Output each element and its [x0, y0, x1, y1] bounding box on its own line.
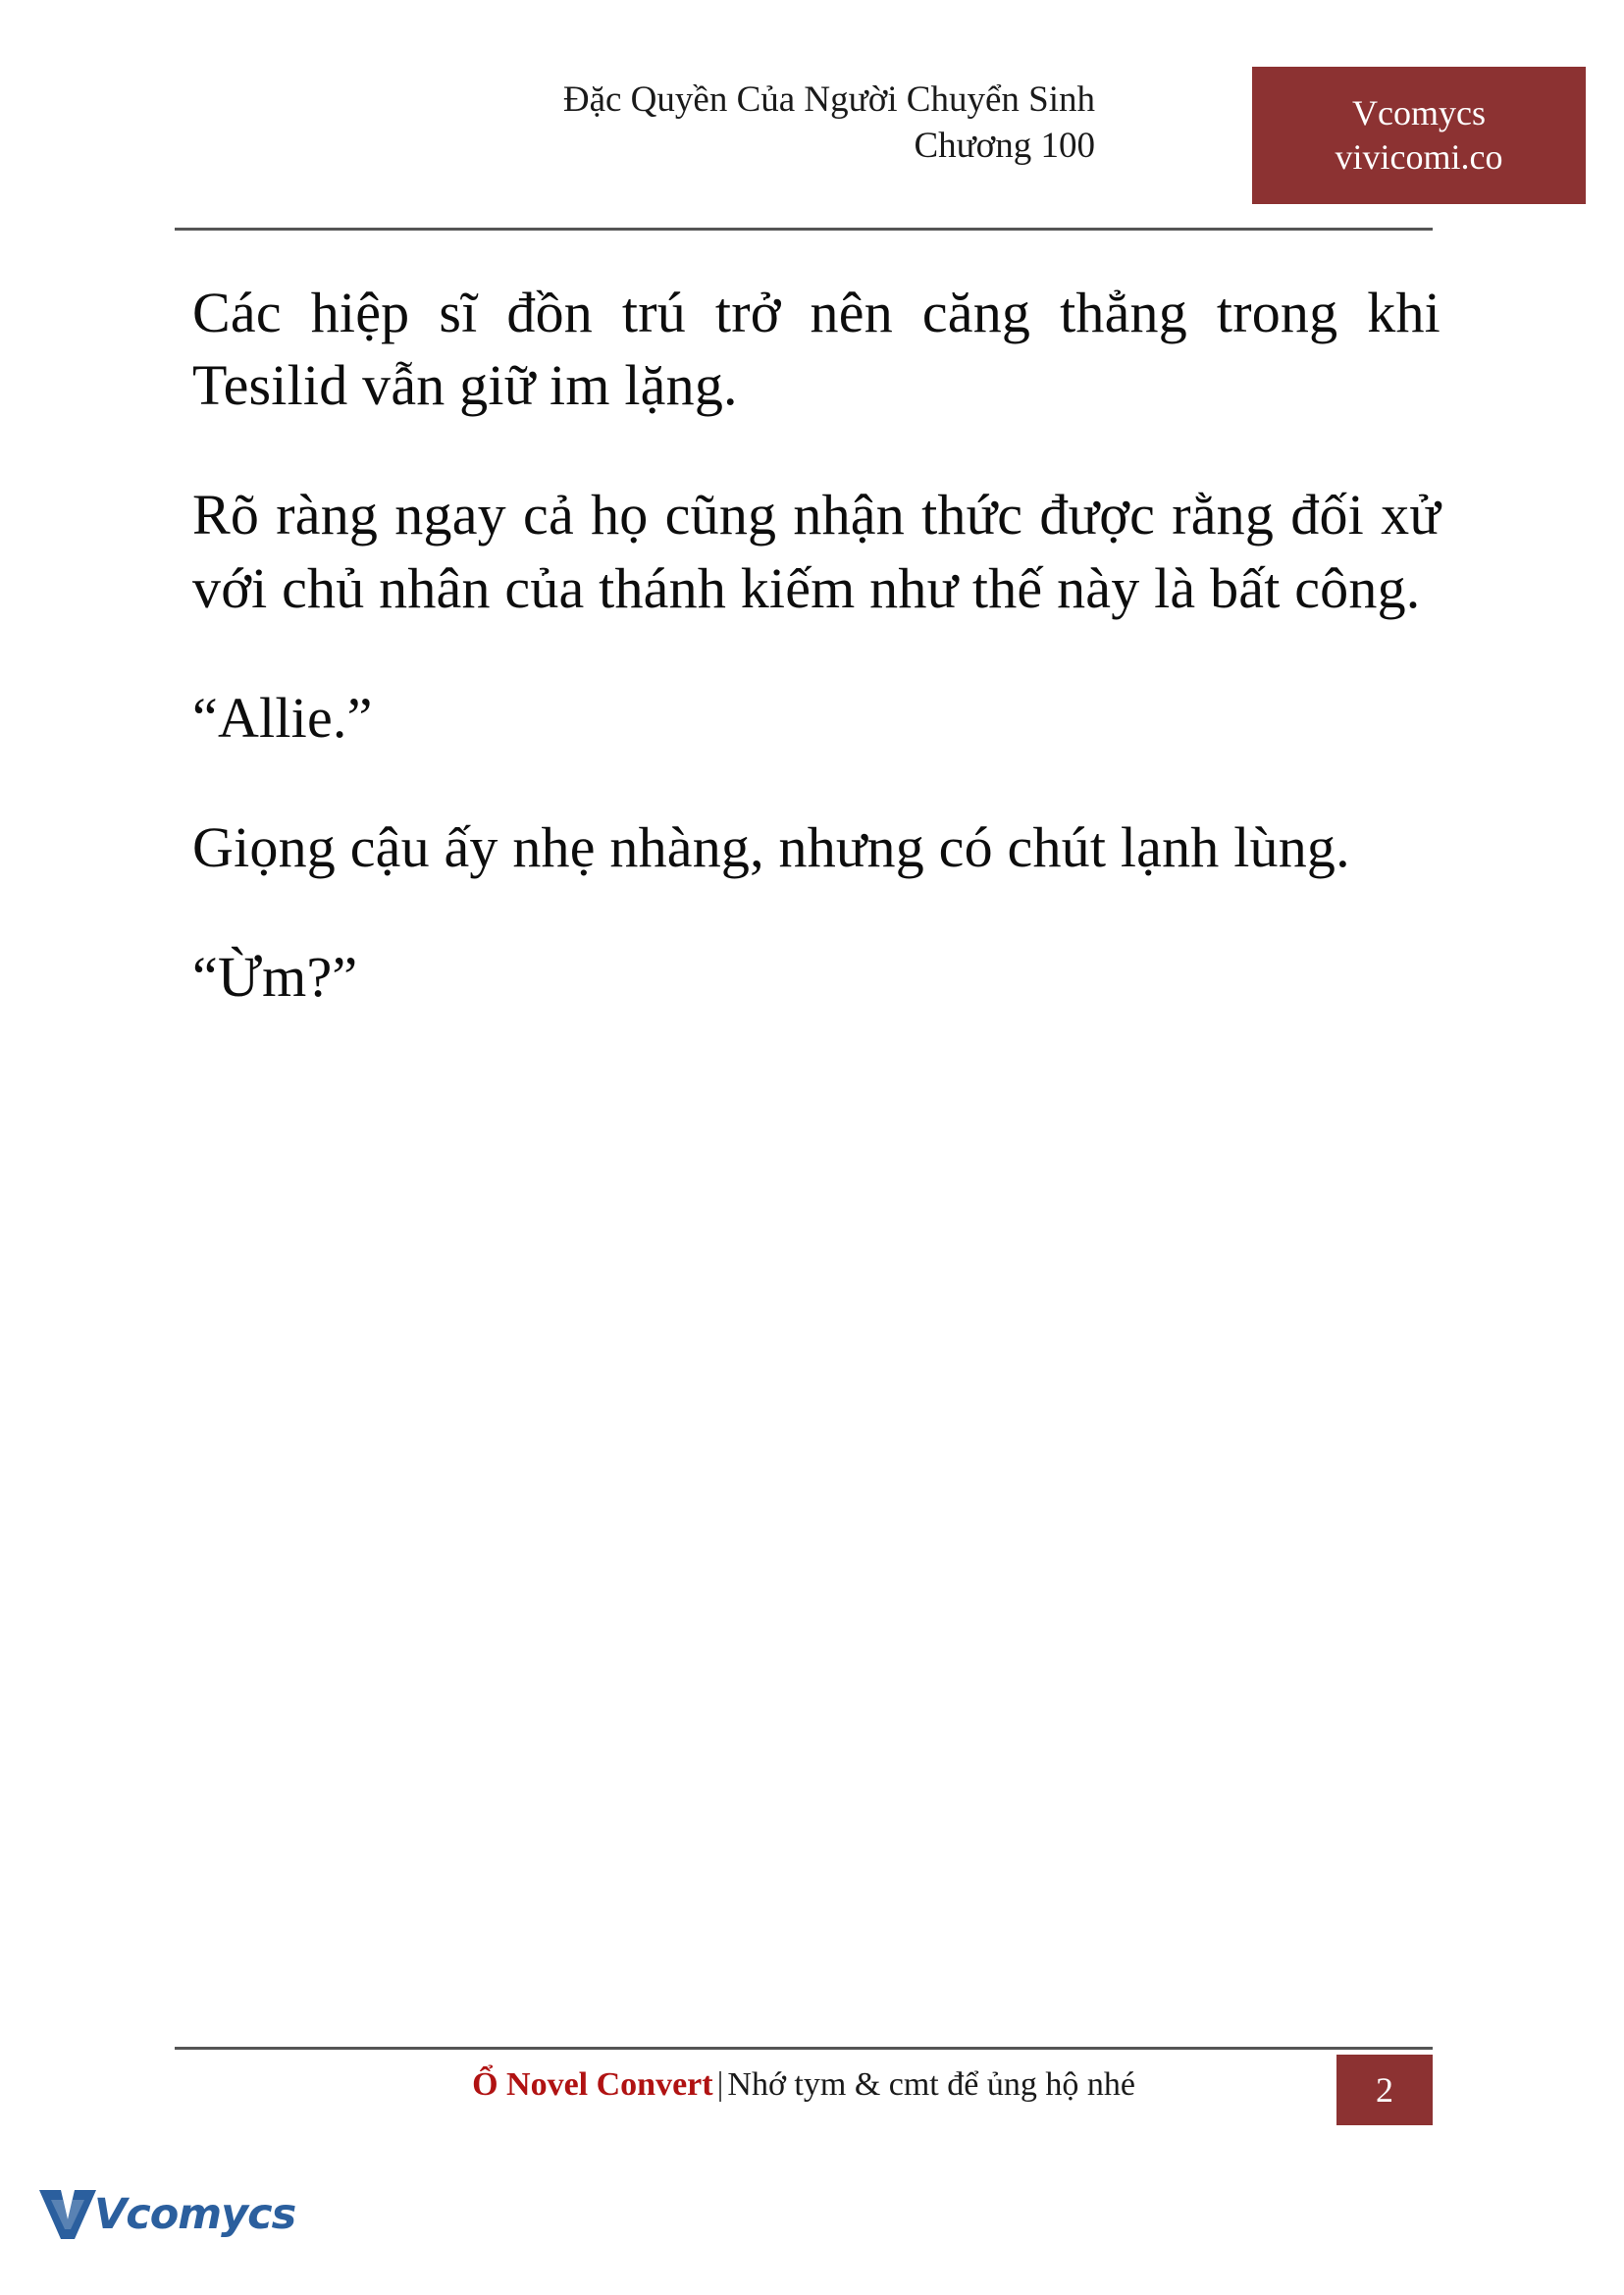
footer-text [175, 2066, 1433, 2104]
page-content [192, 277, 1441, 1015]
paragraph: Rõ ràng ngay cả họ cũng nhận thức được rằng đối xử với chủ nhân của thánh kiếm như thế này là bất công. [192, 483, 1441, 620]
header-divider [175, 228, 1433, 231]
page-number-value: 2 [1376, 2070, 1393, 2110]
header-title-line1: Đặc Quyền Của Người Chuyển Sinh [562, 79, 1095, 120]
paragraph: Các hiệp sĩ đồn trú trở nên căng thẳng trong khi Tesilid vẫn giữ im lặng. [192, 281, 1441, 418]
site-badge-url: vivicomi.co [1335, 137, 1503, 177]
header-chapter-label: Chương 100 [914, 126, 1095, 167]
page-number [1336, 2055, 1433, 2125]
footer-divider [175, 2047, 1433, 2050]
footer-note: Nhớ tym & cmt để ủng hộ nhé [727, 2066, 1135, 2103]
watermark-text: Vcomycs [94, 2190, 296, 2239]
site-badge-name: Vcomycs [1352, 93, 1486, 132]
footer-brand: Ổ Novel Convert [472, 2066, 713, 2103]
footer-separator: | [716, 2066, 724, 2103]
page-footer [175, 2059, 1433, 2125]
paragraph: Giọng cậu ấy nhẹ nhàng, nhưng có chút lạnh lùng. [192, 815, 1350, 880]
paragraph: “Allie.” [192, 685, 373, 750]
header-title [563, 77, 1095, 170]
page-header [175, 77, 1503, 224]
paragraph: “Ừm?” [192, 945, 358, 1010]
site-badge [1252, 67, 1586, 204]
watermark-logo [37, 2172, 296, 2257]
vcomycs-mark-icon [37, 2186, 98, 2243]
